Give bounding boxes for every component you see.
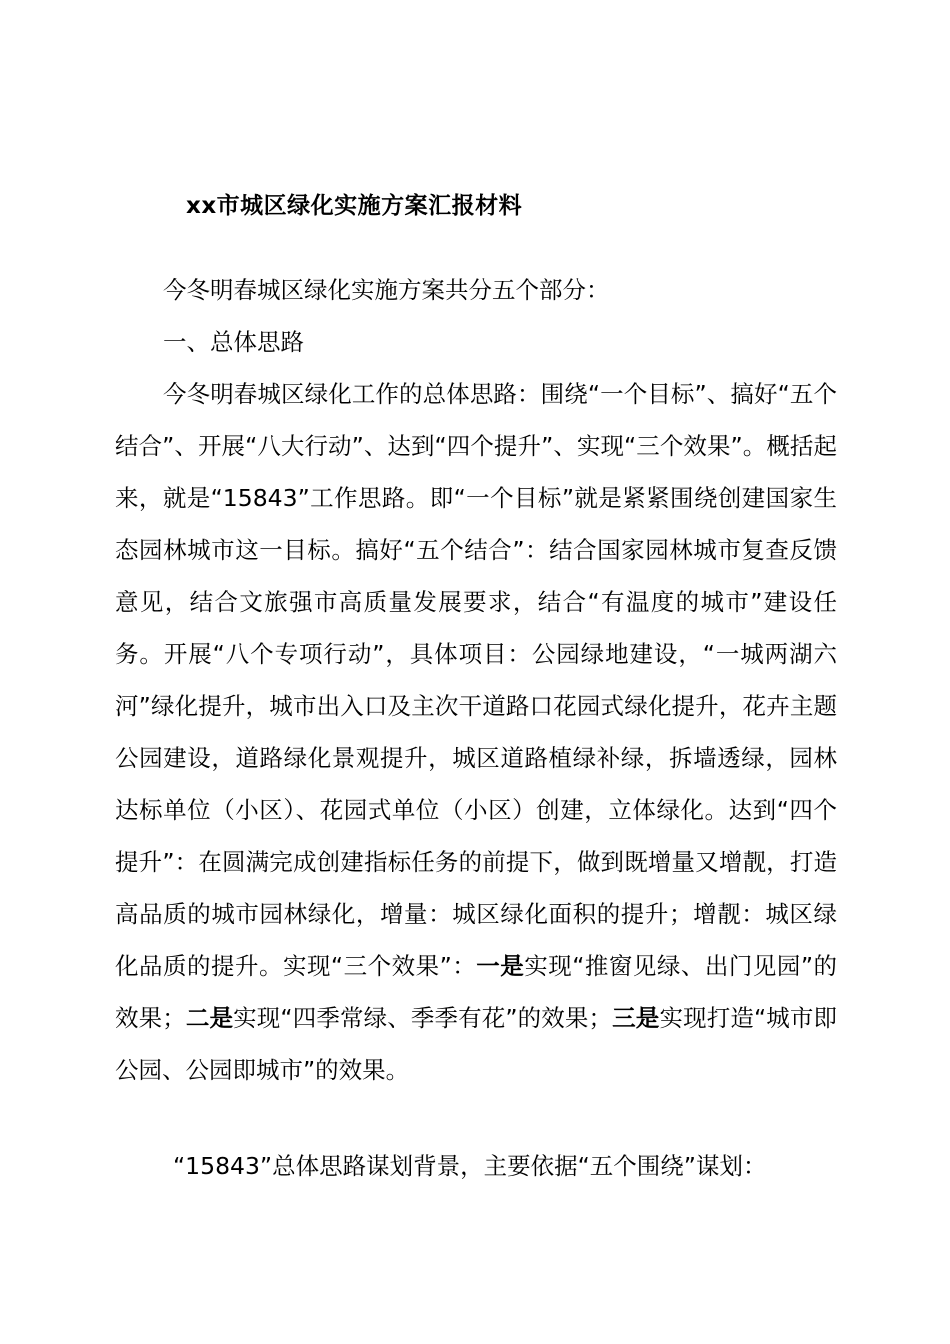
effect-text-1: 实现“推窗见绿、出门见园”的效果；	[115, 952, 838, 1032]
effect-text-3: 实现打造“城市即公园、公园即城市”的效果。	[115, 1004, 838, 1084]
effect-text-2: 实现“四季常绿、季季有花”的效果；	[233, 1004, 613, 1032]
paragraph-main-text: 今冬明春城区绿化工作的总体思路：围绕“一个目标”、搞好“五个结合”、开展“八大行动”、达到“四个提升”、实现“三个效果”。概括起来，就是“15843”工作思路。即“一个目标”就是紧紧围绕创建国家生态园林城市这一目标。搞好“五个结合”：结合国家园林城市复查反馈意见，结合文旅强市高质量发展要求，结合“有温度的城市”建设任务。开展“八个专项行动”，具体项目：公园绿地建设，“一城两湖六河”绿化提升，城市出入口及主次干道路口花园式绿化提升，花卉主题公园建设，道路绿化景观提升，城区道路植绿补绿，拆墙透绿，园林达标单位（小区）、花园式单位（小区）创建，立体绿化。达到“四个提升”：在圆满完成创建指标任务的前提下，做到既增量又增靓，打造高品质的城市园林绿化，增量：城区绿化面积的提升；增靓：城区绿化品质的提升。实现“三个效果”：	[115, 380, 837, 980]
overall-approach-paragraph	[115, 368, 837, 1096]
section-heading: 一、总体思路	[163, 328, 304, 356]
effect-label-2: 二是	[185, 1004, 234, 1032]
intro-paragraph: 今冬明春城区绿化实施方案共分五个部分：	[163, 276, 610, 304]
document-title: xx市城区绿化实施方案汇报材料	[186, 193, 523, 219]
effect-label-1: 一是	[476, 952, 525, 980]
closing-paragraph: “15843”总体思路谋划背景，主要依据“五个围绕”谋划：	[173, 1152, 767, 1180]
effect-label-3: 三是	[612, 1004, 660, 1032]
